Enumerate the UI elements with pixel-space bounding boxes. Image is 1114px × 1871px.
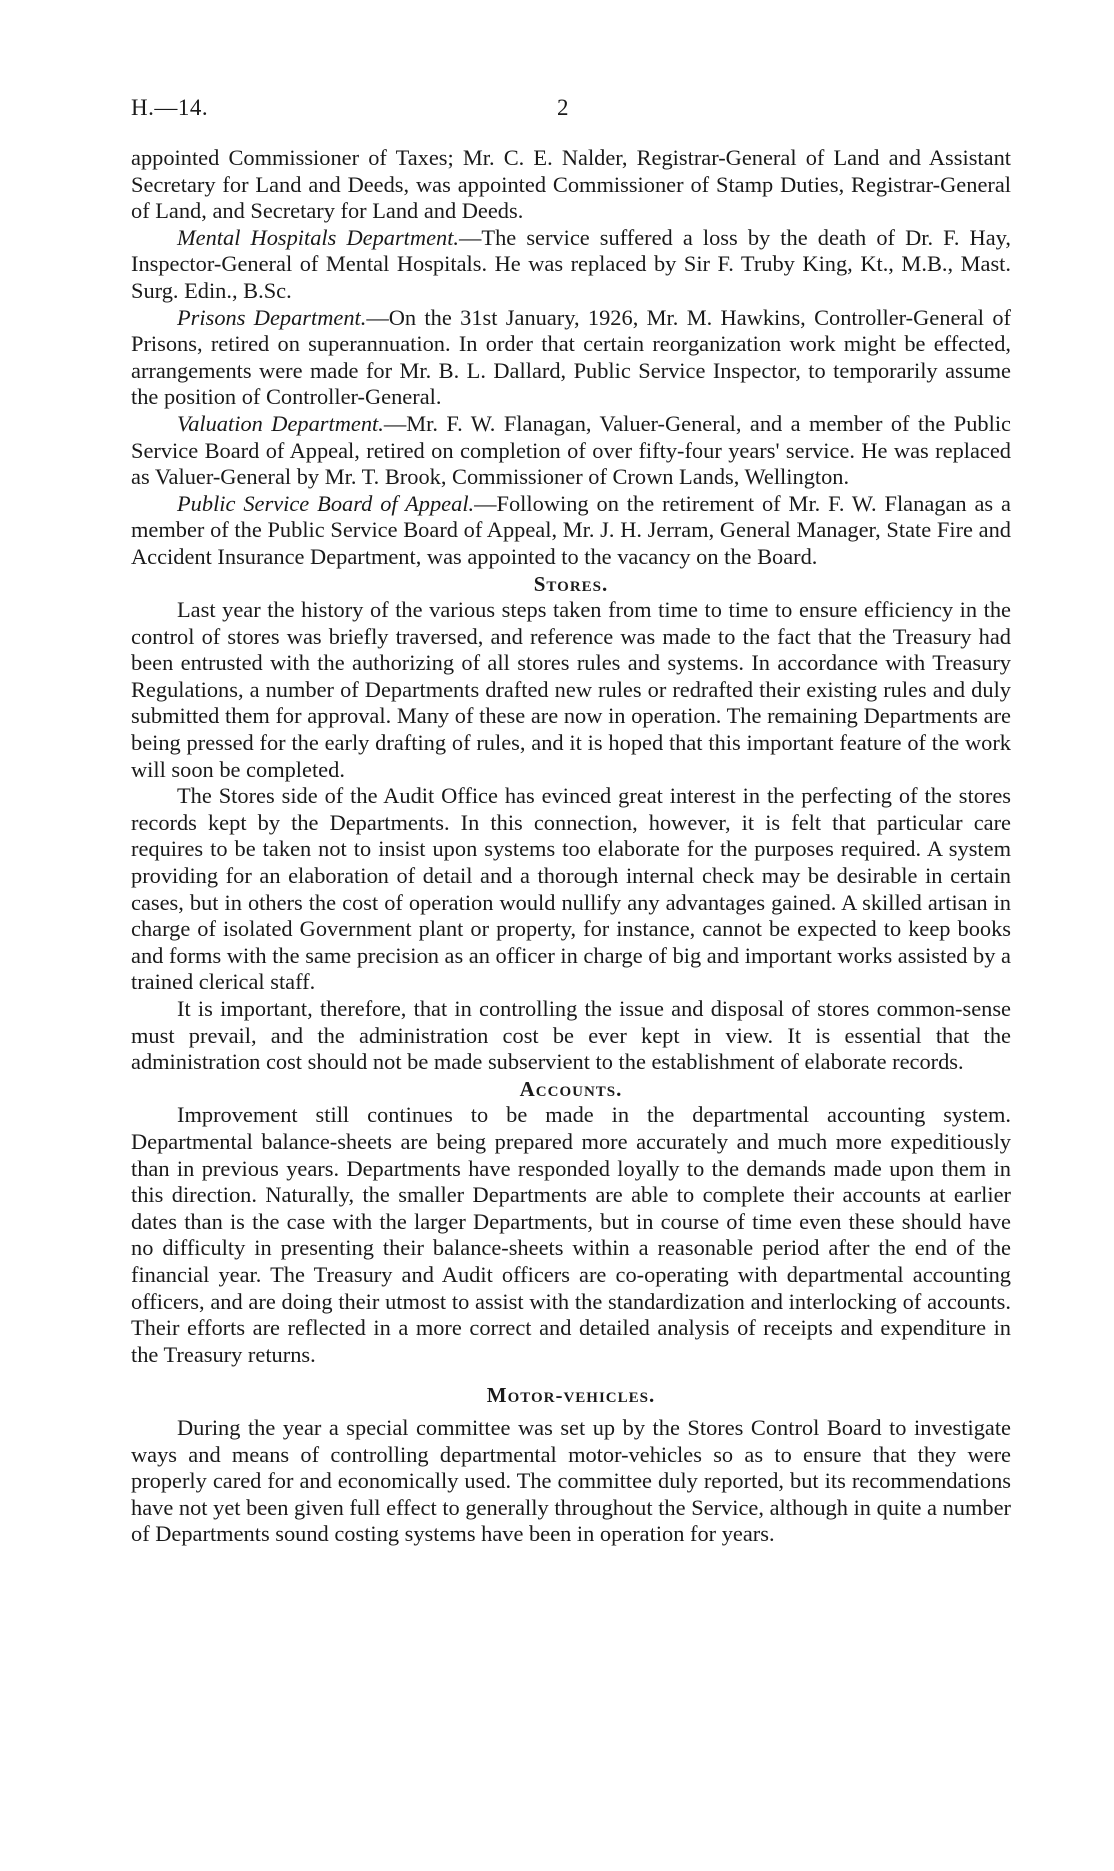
page-number: 2 — [557, 95, 569, 120]
section-title-board-of-appeal: Public Service Board of Appeal. — [177, 490, 475, 516]
document-body — [131, 145, 1011, 1548]
paragraph-motor-vehicles-1: During the year a special committee was set up by the Stores Control Board to investigate ways and means of controlling departmental motor-vehicles so as to ensure that they were properly cared for and economically used. The committee duly reported, but its recommendations have not yet been given full effect to generally throughout the Service, although in quite a number of Departments sound costing systems have been in operation for years. — [131, 1414, 1011, 1547]
paragraph-stores-1: Last year the history of the various steps taken from time to time to ensure efficiency in the control of stores was briefly traversed, and reference was made to the fact that the Treasury had been entrusted with the authorizing of all stores rules and systems. In accordance with Treasury Regulations, a number of Departments drafted new rules or redrafted their existing rules and duly submitted them for approval. Many of these are now in operation. The remaining Departments are being pressed for the early drafting of rules, and it is hoped that this important feature of the work will soon be completed. — [131, 597, 1011, 782]
report-reference: H.—14. — [131, 95, 209, 120]
paragraph-mental-hospitals — [131, 225, 1011, 305]
paragraph-commissioner-appointments: appointed Commissioner of Taxes; Mr. C. E. Nalder, Registrar-General of Land and Assistant Secretary for Land and Deeds, was appointed Commissioner of Stamp Duties, Registrar-General of Land, and Secretary for Land and Deeds. — [131, 145, 1011, 224]
paragraph-text: —Following on the retirement of Mr. F. W. Flanagan as a member of the Public Service Board of Appeal, Mr. J. H. Jerram, General Manager, State Fire and Accident Insurance Department, was appointed to the vacancy on the Board. — [131, 490, 1011, 569]
section-title-prisons: Prisons Department. — [177, 304, 367, 330]
paragraph-text: —Mr. F. W. Flanagan, Valuer-General, and a member of the Public Service Board of Appeal, retired on completion of over fifty-four years' service. He was replaced as Valuer-General by Mr. T. Brook, Commissioner of Crown Lands, Wellington. — [131, 410, 1011, 490]
heading-accounts: Accounts. — [519, 1076, 623, 1101]
paragraph-stores-2: The Stores side of the Audit Office has evinced great interest in the perfecting of the stores records kept by the Departments. In this connection, however, it is felt that particular care requires to be taken not to insist upon systems too elaborate for the purposes required. A system providing for an elaboration of detail and a thorough internal check may be desirable in certain cases, but in others the cost of operation would nullify any advantages gained. A skilled artisan in charge of isolated Government plant or property, for instance, cannot be expected to keep books and forms with the same precision as an officer in charge of big and important works assisted by a trained clerical staff. — [131, 783, 1011, 995]
paragraph-valuation — [131, 411, 1011, 491]
paragraph-text: —The service suffered a loss by the death of Dr. F. Hay, Inspector-General of Mental Hospitals. He was replaced by Sir F. Truby King, Kt., M.B., Mast. Surg. Edin., B.Sc. — [131, 224, 1011, 303]
section-title-valuation: Valuation Department. — [177, 410, 384, 436]
section-title-mental-hospitals: Mental Hospitals Department. — [177, 224, 460, 250]
heading-stores: Stores. — [533, 571, 609, 596]
paragraph-board-of-appeal — [131, 491, 1011, 571]
heading-motor-vehicles: Motor-vehicles. — [486, 1383, 656, 1408]
paragraph-text: —On the 31st January, 1926, Mr. M. Hawkins, Controller-General of Prisons, retired on superannuation. In order that certain reorganization work might be effected, arrangements were made for Mr. B. L. Dallard, Public Service Inspector, to temporarily assume the position of Controller-General. — [131, 304, 1011, 410]
paragraph-stores-3: It is important, therefore, that in controlling the issue and disposal of stores common-sense must prevail, and the administration cost be ever kept in view. It is essential that the administration cost should not be made subservient to the establishment of elaborate records. — [131, 996, 1011, 1075]
paragraph-prisons — [131, 305, 1011, 411]
paragraph-accounts-1: Improvement still continues to be made in the departmental accounting system. Departmental balance-sheets are being prepared more accurately and much more expeditiously than in previous years. Departments have responded loyally to the demands made upon them in this direction. Naturally, the smaller Departments are able to complete their accounts at earlier dates than is the case with the larger Departments, but in course of time even these should have no difficulty in presenting their balance-sheets within a reasonable period after the end of the financial year. The Treasury and Audit officers are co-operating with departmental accounting officers, and are doing their utmost to assist with the standardization and interlocking of accounts. Their efforts are reflected in a more correct and detailed analysis of receipts and expenditure in the Treasury returns. — [131, 1102, 1011, 1367]
